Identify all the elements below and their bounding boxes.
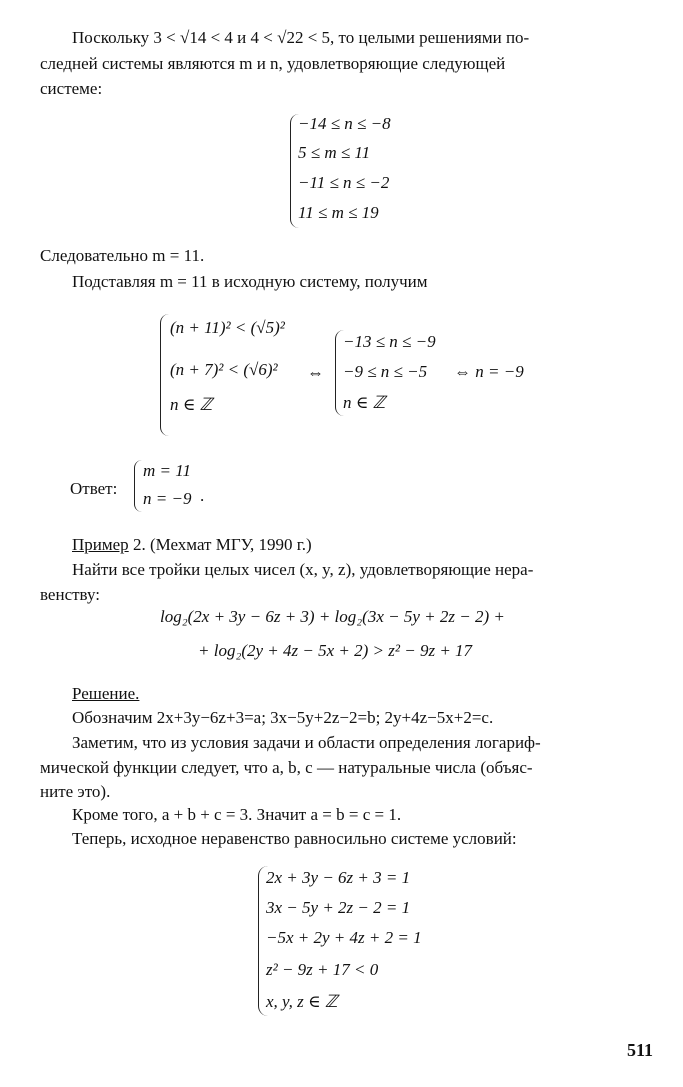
equivalence-symbol: ⇔ — [307, 363, 324, 382]
system3-eq5: x, y, z ∈ ℤ — [266, 992, 338, 1011]
system3-eq4: z² − 9z + 17 < 0 — [266, 960, 379, 979]
example-label: Пример — [72, 535, 129, 554]
solution-line2: Заметим, что из условия задачи и области определения логариф- — [72, 733, 541, 752]
system1-eq1: −14 ≤ n ≤ −8 — [298, 114, 391, 133]
solution-line6: Теперь, исходное неравенство равносильно системе условий: — [72, 829, 517, 848]
system2-right-eq3: n ∈ ℤ — [343, 393, 386, 412]
system2-result: ⇔ n = −9 — [454, 362, 524, 381]
system2-right-eq1: −13 ≤ n ≤ −9 — [343, 332, 436, 351]
solution-line1: Обозначим 2x+3y−6z+3=a; 3x−5y+2z−2=b; 2y+4z−5x+2=c. — [72, 708, 494, 727]
p1-line2: следней системы являются m и n, удовлетворяющие следующей — [40, 54, 506, 73]
p1-line1: Поскольку 3 < √14 < 4 и 4 < √22 < 5, то целыми решениями по- — [72, 28, 530, 47]
substitute-line: Подставляя m = 11 в исходную систему, получим — [72, 272, 428, 291]
inequality-line2: + log₂(2y + 4z − 5x + 2) > z² − 9z + 17 — [198, 641, 473, 660]
answer-brace — [134, 460, 142, 512]
solution-label: Решение. — [72, 684, 140, 703]
solution-line5: Кроме того, a + b + c = 3. Значит a = b = c = 1. — [72, 805, 402, 824]
system3-eq1: 2x + 3y − 6z + 3 = 1 — [266, 868, 411, 887]
p1-line3: системе: — [40, 79, 103, 98]
system2-left-eq2: (n + 7)² < (√6)² — [170, 360, 278, 379]
answer-eq1: m = 11 — [143, 461, 191, 480]
conclusion-line: Следовательно m = 11. — [40, 246, 205, 265]
system1-eq3: −11 ≤ n ≤ −2 — [298, 173, 390, 192]
answer-period: . — [200, 486, 205, 505]
system3-eq2: 3x − 5y + 2z − 2 = 1 — [266, 898, 411, 917]
example-heading — [72, 535, 312, 555]
task-line2: венству: — [40, 585, 100, 604]
inequality-line1: log₂(2x + 3y − 6z + 3) + log₂(3x − 5y + 2z − 2) + — [160, 607, 505, 626]
system1-eq2: 5 ≤ m ≤ 11 — [298, 143, 371, 162]
system2-right-eq2: −9 ≤ n ≤ −5 — [343, 362, 428, 381]
page-number: 511 — [626, 1040, 653, 1060]
answer-eq2: n = −9 — [143, 489, 192, 508]
solution-line4: ните это). — [40, 782, 111, 801]
example-source: 2. (Мехмат МГУ, 1990 г.) — [128, 535, 312, 554]
task-line1: Найти все тройки целых чисел (x, y, z), удовлетворяющие нера- — [72, 560, 534, 579]
solution-line3: мической функции следует, что a, b, c — натуральные числа (объяс- — [40, 758, 533, 777]
answer-label: Ответ: — [70, 479, 118, 498]
system2-left-eq3: n ∈ ℤ — [170, 395, 213, 414]
system2-left-brace — [160, 314, 169, 436]
system3-eq3: −5x + 2y + 4z + 2 = 1 — [266, 928, 422, 947]
system2-left-eq1: (n + 11)² < (√5)² — [170, 318, 285, 337]
system1-eq4: 11 ≤ m ≤ 19 — [298, 203, 379, 222]
